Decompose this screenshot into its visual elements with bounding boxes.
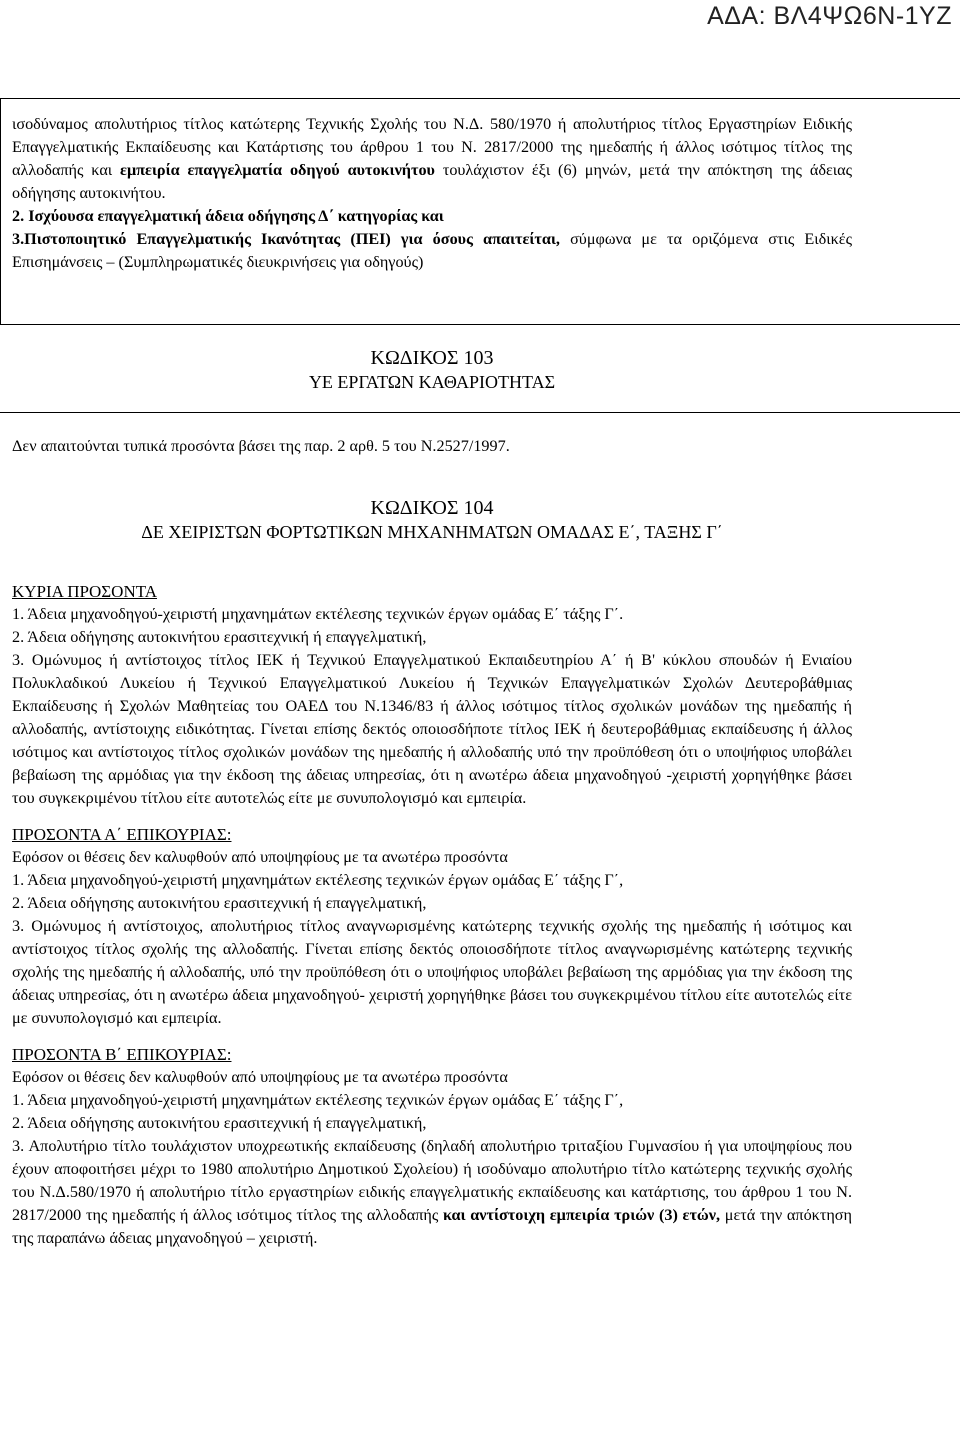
code-103-heading xyxy=(12,346,852,394)
main-item-1: 1. Άδεια μηχανοδηγού-χειριστή μηχανημάτων εκτέλεσης τεχνικών έργων ομάδας Ε΄ τάξης Γ΄. xyxy=(12,605,624,623)
intro-text-end: τουλάχιστον έξι (6) μηνών, μετά την απόκτηση της άδειας οδήγησης αυτοκινήτου. xyxy=(12,161,852,202)
code-103-subtitle: ΥΕ ΕΡΓΑΤΩΝ ΚΑΘΑΡΙΟΤΗΤΑΣ xyxy=(308,372,556,392)
code-104-heading xyxy=(12,496,852,544)
intro-bold-text: εμπειρία επαγγελματία οδηγού αυτοκινήτου xyxy=(120,161,435,179)
main-qualifications-title: ΚΥΡΙΑ ΠΡΟΣΟΝΤΑ xyxy=(12,582,158,601)
intro-block xyxy=(12,113,852,274)
code-104-title: ΚΩΔΙΚΟΣ 104 xyxy=(370,497,494,519)
b-item-3-text: 3. Απολυτήριο τίτλο τουλάχιστον υποχρεωτικής εκπαίδευσης (δηλαδή απολυτήριο τριταξίου Γυμνασίου ή για υποψηφίους που έχουν αποφοιτήσει μέχρι το 1980 απολυτήριο Δημοτικού Σχολείου) ή ισοδύναμο απολυτήριο τίτλο κατώτερης τεχνικής σχολής του Ν.Δ.580/1970 ή απολυτήριο τίτλο εργαστηρίων ειδικής επαγγελματικής εκπαίδευσης και κατάρτισης, του άρθρου 1 του Ν. 2817/2000 της ημεδαπής ή άλλος ισότιμος τίτλος της αλλοδαπής xyxy=(12,1137,852,1224)
b-intro: Εφόσον οι θέσεις δεν καλυφθούν από υποψηφίους με τα ανωτέρω προσόντα xyxy=(12,1068,508,1086)
b-item-2: 2. Άδεια οδήγησης αυτοκινήτου ερασιτεχνική ή επαγγελματική, xyxy=(12,1114,427,1132)
table-top-border xyxy=(0,98,960,99)
intro-paragraph xyxy=(12,113,852,205)
intro-item-3-bold: 3.Πιστοποιητικό Επαγγελματικής Ικανότητας (ΠΕΙ) για όσους απαιτείται, xyxy=(12,230,560,248)
intro-item-3 xyxy=(12,228,852,274)
intro-item-3-text: σύμφωνα με τα οριζόμενα στις Ειδικές Επισημάνσεις – (Συμπληρωματικές διευκρινήσεις για οδηγούς) xyxy=(12,230,852,271)
code-104-body xyxy=(12,580,852,1250)
table-divider xyxy=(0,324,960,325)
ada-code: ΑΔΑ: ΒΛ4ΨΩ6Ν-1ΥΖ xyxy=(707,2,952,30)
main-item-3: 3. Ομώνυμος ή αντίστοιχος τίτλος ΙΕΚ ή Τεχνικού Επαγγελματικού Εκπαιδευτηρίου Α΄ ή Β' κύκλου σπουδών ή Ενιαίου Πολυκλαδικού Λυκείου ή Τεχνικού Επαγγελματικού Λυκείου ή Τεχνικών Επαγγελματικών Σχολών Δευτεροβάθμιας Εκπαίδευσης ή Σχολών Μαθητείας του ΟΑΕΔ του Ν.1346/83 ή άλλος ισότιμος τίτλος σχολικών μονάδων της ημεδαπής ή αλλοδαπής, αντίστοιχης ειδικότητας. Γίνεται επίσης δεκτός οποιοσδήποτε τίτλος ΙΕΚ ή δευτεροβάθμιας εκπαίδευσης ή άλλος ισότιμος και αντίστοιχος τίτλος σχολικών μονάδων της ημεδαπής ή αλλοδαπής υπό την προϋπόθεση ότι ο υποψήφιος υποβάλει βεβαίωση της αρμόδιας για την έκδοση της άδειας υπηρεσίας, ότι η ανωτέρω άδεια μηχανοδηγού -χειριστή χορηγήθηκε βάσει του συγκεκριμένου τίτλου είτε αυτοτελώς είτε με συνυπολογισμό και εμπειρία. xyxy=(12,651,852,807)
code-103-text-block xyxy=(12,435,852,458)
intro-text: ισοδύναμος απολυτήριος τίτλος κατώτερης Τεχνικής Σχολής του Ν.Δ. 580/1970 ή απολυτήριος τίτλος Εργαστηρίων Ειδικής Επαγγελματικής Εκπαίδευσης και Κατάρτισης του άρθρου 1 του Ν. 2817/2000 της ημεδαπής ή άλλος ισότιμος τίτλος της αλλοδαπής και xyxy=(12,115,852,179)
a-item-2: 2. Άδεια οδήγησης αυτοκινήτου ερασιτεχνική ή επαγγελματική, xyxy=(12,894,427,912)
code-103-text: Δεν απαιτούνται τυπικά προσόντα βάσει της παρ. 2 αρθ. 5 του Ν.2527/1997. xyxy=(12,437,510,455)
code-103-rule xyxy=(0,412,960,413)
table-left-border xyxy=(0,98,1,324)
a-qualifications-title: ΠΡΟΣΟΝΤΑ Α΄ ΕΠΙΚΟΥΡΙΑΣ: xyxy=(12,825,232,844)
main-item-2: 2. Άδεια οδήγησης αυτοκινήτου ερασιτεχνική ή επαγγελματική, xyxy=(12,628,427,646)
b-item-1: 1. Άδεια μηχανοδηγού-χειριστή μηχανημάτων εκτέλεσης τεχνικών έργων ομάδας Ε΄ τάξης Γ΄, xyxy=(12,1091,624,1109)
a-item-1: 1. Άδεια μηχανοδηγού-χειριστή μηχανημάτων εκτέλεσης τεχνικών έργων ομάδας Ε΄ τάξης Γ΄, xyxy=(12,871,624,889)
b-item-3-bold: και αντίστοιχη εμπειρία τριών (3) ετών, xyxy=(442,1206,721,1224)
code-103-title: ΚΩΔΙΚΟΣ 103 xyxy=(370,347,494,369)
a-item-3: 3. Ομώνυμος ή αντίστοιχος, απολυτήριος τίτλος αναγνωρισμένης κατώτερης τεχνικής σχολής της ημεδαπής ή ισότιμος και αντίστοιχος τίτλος σχολής της αλλοδαπής. Γίνεται επίσης δεκτός οποιοσδήποτε τίτλος αναγνωρισμένης κατώτερης τεχνικής σχολής της ημεδαπής ή αλλοδαπής, υπό την προϋπόθεση ότι ο υποψήφιος υποβάλει βεβαίωση της αρμόδιας για την έκδοση της άδειας υπηρεσίας, ότι η ανωτέρω άδεια μηχανοδηγού- χειριστή χορηγήθηκε βάσει του συγκεκριμένου τίτλου είτε αυτοτελώς είτε με συνυπολογισμό και εμπειρία. xyxy=(12,917,852,1027)
b-item-3 xyxy=(12,1135,852,1250)
b-qualifications-title: ΠΡΟΣΟΝΤΑ Β΄ ΕΠΙΚΟΥΡΙΑΣ: xyxy=(12,1045,232,1064)
a-intro: Εφόσον οι θέσεις δεν καλυφθούν από υποψηφίους με τα ανωτέρω προσόντα xyxy=(12,848,508,866)
intro-item-2 xyxy=(12,205,852,228)
intro-item-2-text: 2. Ισχύουσα επαγγελματική άδεια οδήγησης Δ΄ κατηγορίας και xyxy=(12,207,444,225)
code-104-subtitle: ΔΕ ΧΕΙΡΙΣΤΩΝ ΦΟΡΤΩΤΙΚΩΝ ΜΗΧΑΝΗΜΑΤΩΝ ΟΜΑΔΑΣ Ε΄, ΤΑΞΗΣ Γ΄ xyxy=(141,522,723,542)
b-item-3-end: μετά την απόκτηση της παραπάνω άδειας μηχανοδηγού – χειριστή. xyxy=(12,1206,852,1247)
